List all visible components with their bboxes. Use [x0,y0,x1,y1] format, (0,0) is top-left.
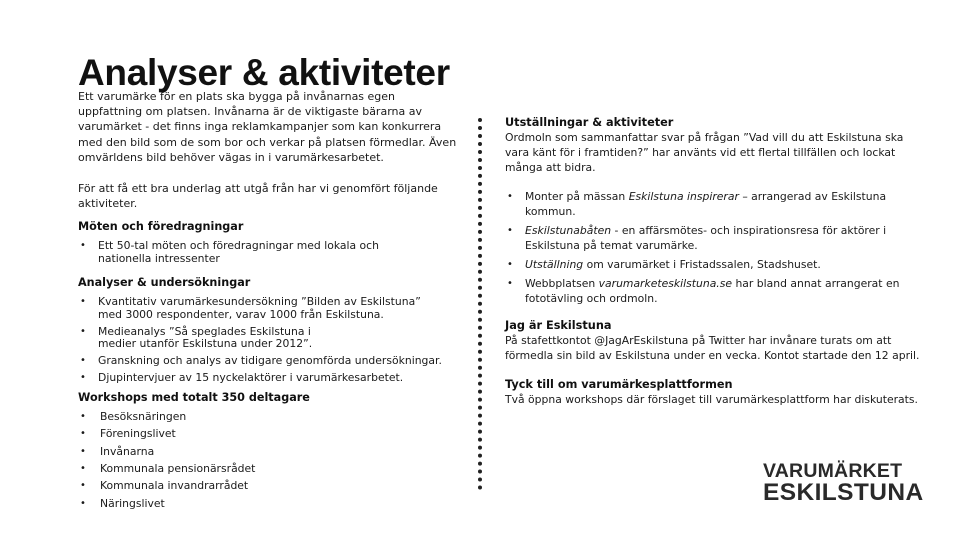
logo-line-1: VARUMÄRKET [763,460,903,482]
list-item: • Näringslivet [78,495,458,512]
section-heading-exhibitions: Utställningar & aktiviteter [505,116,674,129]
workshops-list [78,408,458,512]
list-item: • Monter på mässan Eskilstuna inspirerar – arrangerad av Eskilstuna kommun. [505,189,925,219]
platform-paragraph: Två öppna workshops där förslaget till varumärkesplattform har diskuterats. [505,393,918,406]
section-heading-analyses: Analyser & undersökningar [78,276,251,290]
list-item: • Granskning och analys av tidigare genomförda undersökningar. [78,355,458,368]
varumarket-eskilstuna-logo [763,462,924,505]
list-item: • Föreningslivet [78,425,458,442]
meetings-list [78,240,458,266]
list-item: • Ett 50-tal möten och föredragningar med lokala och nationella intressenter [78,240,458,266]
list-item: • Besöksnäringen [78,408,458,425]
twitter-paragraph: På stafettkontot @JagArEskilstuna på Twitter har invånare turats om att förmedla sin bild av Eskilstuna under en vecka. Kontot startade den 12 april. [505,334,920,362]
logo-line-2: ESKILSTUNA [763,479,924,506]
exhibitions-list [505,189,925,306]
intro-paragraph: Ett varumärke för en plats ska bygga på invånarnas egen uppfattning om platsen. Invånarna är de viktigaste bärarna av varumärket - det finns inga reklamkampanjer som kan konkurrera med den bild som de som bor och verkar på platsen förmedlar. Även omvärldens bild behöver vägas in i varumärkesarbetet. [78,90,457,164]
column-divider [478,118,482,490]
list-item: • Kommunala invandrarrådet [78,477,458,494]
section-heading-twitter: Jag är Eskilstuna [505,319,612,332]
analyses-list [78,296,458,385]
list-item: • Kvantitativ varumärkesundersökning ”Bilden av Eskilstuna” med 3000 respondenter, varav 1000 från Eskilstuna. [78,296,458,322]
list-item: • Kommunala pensionärsrådet [78,460,458,477]
list-item: • Webbplatsen varumarketeskilstuna.se har bland annat arrangerat en fototävling och ordmoln. [505,276,925,306]
section-heading-workshops: Workshops med totalt 350 deltagare [78,390,310,404]
page-title: Analyser & aktiviteter [78,52,450,93]
left-column [78,90,458,512]
list-item: • Invånarna [78,443,458,460]
section-heading-platform: Tyck till om varumärkesplattformen [505,378,733,391]
list-item: • Eskilstunabåten - en affärsmötes- och inspirationsresa för aktörer i Eskilstuna på temat varumärke. [505,223,925,253]
exhibitions-paragraph: Ordmoln som sammanfattar svar på frågan ”Vad vill du att Eskilstuna ska vara känt för i framtiden?” har använts vid ett flertal tillfällen och lockat många att bidra. [505,131,904,174]
list-item: • Djupintervjuer av 15 nyckelaktörer i varumärkesarbetet. [78,372,458,385]
right-column [505,116,925,407]
section-heading-meetings: Möten och föredragningar [78,220,244,234]
list-item: • Utställning om varumärket i Fristadssalen, Stadshuset. [505,257,925,272]
intro-activities-paragraph: För att få ett bra underlag att utgå från har vi genomfört följande aktiviteter. [78,182,438,211]
list-item: • Medieanalys ”Så speglades Eskilstuna i medier utanför Eskilstuna under 2012”. [78,326,458,352]
